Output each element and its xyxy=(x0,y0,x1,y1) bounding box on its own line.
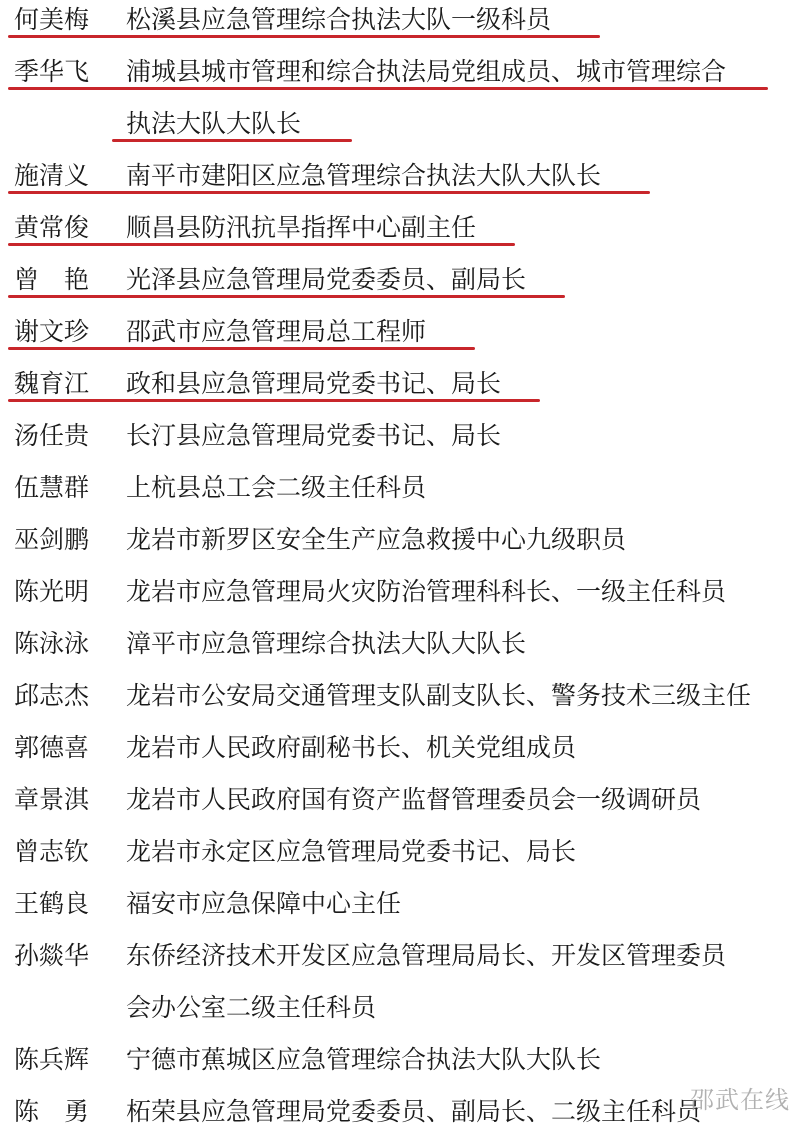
list-item xyxy=(0,314,800,366)
red-underline xyxy=(8,295,565,298)
title-line: 宁德市蕉城区应急管理综合执法大队大队长 xyxy=(126,1045,602,1074)
list-item xyxy=(0,938,800,1042)
list-item xyxy=(0,730,800,782)
list-item xyxy=(0,470,800,522)
title-line: 龙岩市人民政府副秘书长、机关党组成员 xyxy=(126,733,577,762)
title-line: 东侨经济技术开发区应急管理局局长、开发区管理委员 xyxy=(126,941,727,970)
red-underline xyxy=(8,191,650,194)
list-item xyxy=(0,886,800,938)
red-underline xyxy=(8,243,515,246)
person-title xyxy=(126,834,790,886)
person-title xyxy=(126,730,790,782)
title-line: 南平市建阳区应急管理综合执法大队大队长 xyxy=(126,161,602,190)
list-item xyxy=(0,678,800,730)
person-name: 孙燚华 xyxy=(14,941,90,970)
title-line: 龙岩市应急管理局火灾防治管理科科长、一级主任科员 xyxy=(126,577,727,606)
list-item xyxy=(0,2,800,54)
red-underline xyxy=(8,35,600,38)
person-name: 汤任贵 xyxy=(14,421,90,450)
list-item xyxy=(0,54,800,158)
list-item xyxy=(0,158,800,210)
person-name: 曾志钦 xyxy=(14,837,90,866)
person-name: 曾 艳 xyxy=(14,265,90,294)
watermark-logo: 邵武在线 xyxy=(690,1086,790,1114)
list-item xyxy=(0,262,800,314)
title-line: 政和县应急管理局党委书记、局长 xyxy=(126,369,502,398)
title-line: 松溪县应急管理综合执法大队一级科员 xyxy=(126,5,552,34)
person-title xyxy=(126,938,790,1042)
person-name: 邱志杰 xyxy=(14,681,90,710)
title-line: 福安市应急保障中心主任 xyxy=(126,889,402,918)
list-item xyxy=(0,834,800,886)
person-title xyxy=(126,782,790,834)
person-title xyxy=(126,886,790,938)
list-item xyxy=(0,210,800,262)
title-line: 浦城县城市管理和综合执法局党组成员、城市管理综合 xyxy=(126,57,727,86)
person-name: 陈兵辉 xyxy=(14,1045,90,1074)
person-name: 王鹤良 xyxy=(14,889,90,918)
title-line: 长汀县应急管理局党委书记、局长 xyxy=(126,421,502,450)
title-line: 龙岩市新罗区安全生产应急救援中心九级职员 xyxy=(126,525,627,554)
person-title xyxy=(126,210,790,262)
list-item xyxy=(0,782,800,834)
list-item xyxy=(0,366,800,418)
person-title xyxy=(126,262,790,314)
person-title xyxy=(126,54,790,158)
person-title xyxy=(126,418,790,470)
person-name: 巫剑鹏 xyxy=(14,525,90,554)
person-name: 伍慧群 xyxy=(14,473,90,502)
person-name: 黄常俊 xyxy=(14,213,90,242)
red-underline xyxy=(112,139,352,142)
person-title xyxy=(126,366,790,418)
list-item xyxy=(0,418,800,470)
red-underline xyxy=(8,347,475,350)
title-line: 执法大队大队长 xyxy=(126,109,302,138)
title-line: 光泽县应急管理局党委委员、副局长 xyxy=(126,265,527,294)
red-underline xyxy=(8,399,540,402)
person-title xyxy=(126,678,790,730)
person-name: 施清义 xyxy=(14,161,90,190)
list-item xyxy=(0,522,800,574)
person-title xyxy=(126,470,790,522)
person-title xyxy=(126,522,790,574)
person-name: 魏育江 xyxy=(14,369,90,398)
title-line: 上杭县总工会二级主任科员 xyxy=(126,473,427,502)
person-name: 郭德喜 xyxy=(14,733,90,762)
person-name: 季华飞 xyxy=(14,57,90,86)
red-underline xyxy=(8,87,768,90)
title-line: 柘荣县应急管理局党委委员、副局长、二级主任科员 xyxy=(126,1097,702,1126)
title-line: 龙岩市公安局交通管理支队副支队长、警务技术三级主任 xyxy=(126,681,752,710)
title-line: 会办公室二级主任科员 xyxy=(126,993,377,1022)
person-title xyxy=(126,158,790,210)
person-title xyxy=(126,626,790,678)
person-name: 何美梅 xyxy=(14,5,90,34)
list-item xyxy=(0,1094,800,1146)
title-line: 龙岩市人民政府国有资产监督管理委员会一级调研员 xyxy=(126,785,702,814)
person-name: 陈 勇 xyxy=(14,1097,90,1126)
title-line: 顺昌县防汛抗旱指挥中心副主任 xyxy=(126,213,477,242)
list-item xyxy=(0,1042,800,1094)
person-name: 谢文珍 xyxy=(14,317,90,346)
person-title xyxy=(126,574,790,626)
title-line: 邵武市应急管理局总工程师 xyxy=(126,317,427,346)
person-title xyxy=(126,314,790,366)
title-line: 龙岩市永定区应急管理局党委书记、局长 xyxy=(126,837,577,866)
title-line: 漳平市应急管理综合执法大队大队长 xyxy=(126,629,527,658)
list-item xyxy=(0,626,800,678)
person-title xyxy=(126,2,790,54)
person-name: 章景淇 xyxy=(14,785,90,814)
list-item xyxy=(0,574,800,626)
person-name: 陈泳泳 xyxy=(14,629,90,658)
person-name: 陈光明 xyxy=(14,577,90,606)
